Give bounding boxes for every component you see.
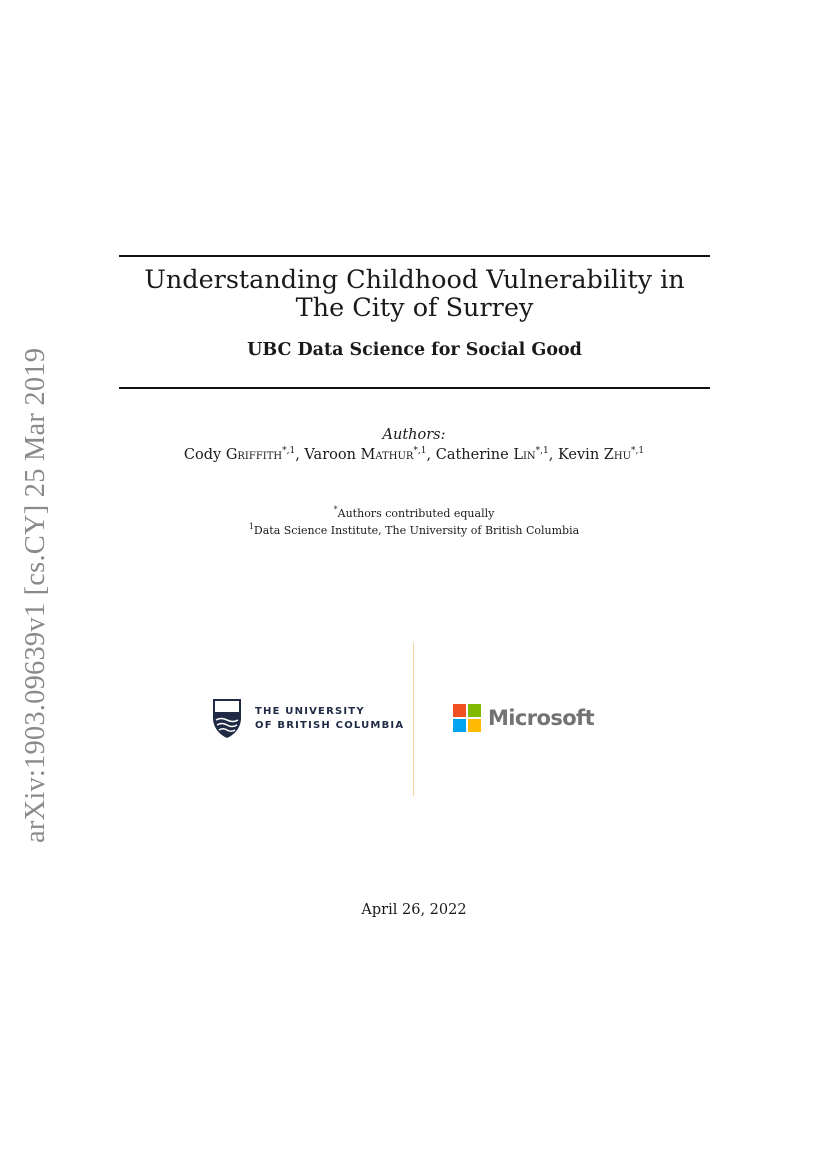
title-top-rule xyxy=(119,255,710,257)
publication-date: April 26, 2022 xyxy=(361,902,467,918)
paper-subtitle: UBC Data Science for Social Good xyxy=(247,340,582,360)
microsoft-windows-icon xyxy=(453,704,481,732)
microsoft-wordmark: Microsoft xyxy=(488,706,595,730)
author-marks: *,1 xyxy=(282,446,296,456)
footnote-mark: 1 xyxy=(248,522,254,531)
author-list: Cody Griffith$^{*,1}$, Varoon Mathur$^{*,1}$, Catherine Lin$^{*,1}$, Kevin Zhu$^{*,1}$ xyxy=(183,446,645,463)
paper-title xyxy=(119,266,710,322)
title-line-2: The City of Surrey xyxy=(295,293,534,323)
author-name: Catherine Lin$^{*,1}$ xyxy=(435,446,549,463)
title-bottom-rule xyxy=(119,387,710,389)
microsoft-logo xyxy=(453,704,594,732)
authors-label: Authors: xyxy=(382,427,446,443)
title-line-1: Understanding Childhood Vulnerability in xyxy=(144,265,685,295)
arxiv-identifier-stamp: arXiv:1903.09639v1 [cs.CY] 25 Mar 2019 xyxy=(20,347,51,843)
ubc-crest-icon xyxy=(212,698,242,739)
author-name: Cody Griffith$^{*,1}$ xyxy=(183,446,296,463)
ubc-wordmark: THE UNIVERSITY OF BRITISH COLUMBIA xyxy=(255,705,405,731)
author-marks: *,1 xyxy=(631,446,645,456)
ubc-logo xyxy=(212,698,404,739)
equal-contribution-note: *Authors contributed equally xyxy=(333,505,495,520)
logo-divider xyxy=(413,643,414,796)
author-marks: *,1 xyxy=(413,446,427,456)
footnote-mark: * xyxy=(333,505,338,514)
author-marks: *,1 xyxy=(535,446,549,456)
author-name: Kevin Zhu$^{*,1}$ xyxy=(557,446,645,463)
author-name: Varoon Mathur$^{*,1}$ xyxy=(304,446,427,463)
institution-affiliation: $^1$Data Science Institute, The University of British Columbia xyxy=(248,522,580,537)
